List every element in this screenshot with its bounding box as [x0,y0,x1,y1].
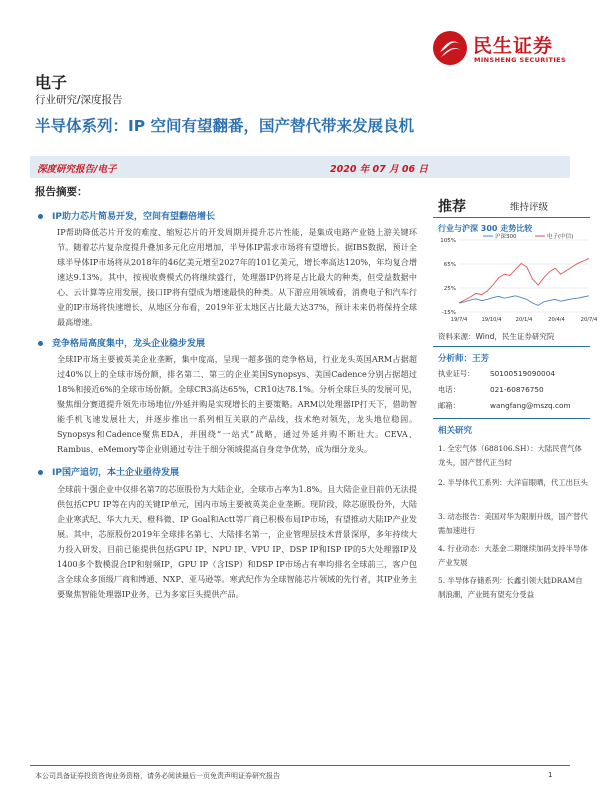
section-heading: IP助力芯片简易开发，空间有望翻倍增长 [52,212,215,222]
summary-heading: 报告摘要： [35,186,88,198]
chart-source: 资料来源：Wind，民生证券研究院 [438,332,555,341]
analyst-email-value[interactable]: wangfang@mszq.com [490,401,571,410]
section-bullet [38,214,43,219]
band-category: 深度研究报告/电子 [37,164,117,175]
chart-xtick-label: 19/10/4 [481,317,502,323]
trend-chart [433,232,598,330]
chart-xtick-label: 20/4/4 [548,317,565,323]
brand-name-en: MINSHENG SECURITIES [474,56,567,64]
chart-series-line [459,259,589,303]
analyst-cert-label: 执业证号： [438,369,475,378]
analyst-phone-label: 电话： [438,385,460,394]
section-body: 全球IP市场主要被英美企业垄断，集中度高，呈现一超多强的竞争格局，行业龙头英国ARM占据超过40%以上的全球市场份额，排名第二、第三的企业美国Synopsys、美国Cadence分别占据超过18%和接近6%的全球市场份额。全球CR3高达65%，CR10达78.1%。分析全球巨头的发展可见，聚焦细分赛道提升领先市场地位/外延并购是实现增长的主要策略。ARM以处理器IP打天下，借助智能手机飞速发展壮大，并逐步推出一系列相互关联的产品线，技术绝对领先，龙头地位稳固。Synopsys和Cadence聚焦EDA，并围绕“一站式”战略，通过外延并购不断壮大。CEVA、Rambus、eMemory等企业则通过专注于细分领域提高自身竞争优势，成为细分龙头。 [57,354,417,454]
report-type: 行业研究/深度报告 [35,94,123,106]
chart-series-line [459,296,589,306]
chart-title: 行业与沪深 300 走势比较 [438,224,533,233]
chart-ytick-label: 105% [440,238,456,244]
related-item[interactable]: 5. 半导体存储系列：长鑫引领大陆DRAM自制浪潮，产业链有望充分受益 [438,576,583,599]
rating: 维持评级 [510,202,549,213]
report-title: 半导体系列：IP 空间有望翻番，国产替代带来发展良机 [35,117,415,135]
analyst-heading: 分析师：王芳 [438,354,490,364]
chart-legend-label: 电子(中信) [547,234,574,240]
industry-label: 电子 [35,73,68,92]
footer-divider [30,765,570,766]
page-number: 1 [548,771,553,779]
chart-ytick-label: 25% [443,286,456,292]
divider [433,418,590,419]
recommendation: 推荐 [438,199,466,215]
related-item[interactable]: 4. 行业动态：大基金二期继续加码支持半导体产业发展 [438,544,588,567]
related-item[interactable]: 3. 动态报告：美国对华为限制升级，国产替代需加速进行 [438,512,588,535]
section-body: IP帮助降低芯片开发的难度、缩短芯片的开发周期并提升芯片性能，是集成电路产业链上游关键环节。随着芯片复杂度提升叠加多元化应用增加，半导体IP需求市场将有望增长。据IBS数据，预计全球半导体IP市场将从2018年的46亿美元增至2027年的101亿美元，增长率高达120%，年均复合增速达9.13%。其中，按视收费模式仍将继续盛行，处理器IP仍将是占比最大的种类，但受益数据中心、云计算等应用发展，接口IP将有望成为增速最快的种类。从下游应用领域看，消费电子和汽车行业的IP市场将快速增长，从地区分布看，2019年亚太地区占比最大达37%，预计未来仍将保持全球最高增速。 [57,227,417,327]
related-item[interactable]: 2. 半导体代工系列：大洋盲眼晒，代工出巨头 [438,478,588,487]
chart-ytick-label: -15% [441,310,456,316]
chart-legend-label: 沪深300 [495,234,517,240]
related-item[interactable]: 1. 全宏气体（688106.SH）：大陆民营气体龙头，国产替代正当时 [438,444,582,467]
section-body: 全球前十强企业中仅排名第7的芯原股份为大陆企业，全球市占率为1.8%。且大陆企业目前仍无法提供包括CPU IP等在内的关键IP单元，国内市场主要被英美企业垄断。现阶段，除芯原股份外，大陆企业寒武纪、华大九天、橙科微、IP Goal和Actt等厂商已积极布局IP市场，有望推动大陆IP产业发展。其中，芯原股份2019年全球排名第七、大陆排名第一，企业管理层技术背景深厚，多年持续大力投入研发，目前已能提供包括GPU IP、NPU IP、VPU IP、DSP IP和ISP IP的5大处理器IP及1400多个数模混合IP和射频IP，GPU IP（含ISP）和DSP IP市场占有率均排名全球前三，客户包含全球众多顶级厂商和博通、NXP、亚马逊等。寒武纪作为全球智能芯片领域的先行者，其IP业务主要聚焦智能处理器IP业务，已为多家巨头提供产品。 [57,484,417,599]
footer-disclaimer: 本公司具备证券投资咨询业务资格，请务必阅读最后一页免责声明证券研究报告 [35,772,280,780]
brand-name-cn: 民生证券 [473,35,554,57]
chart-ytick-label: 65% [443,262,456,268]
chart-xtick-label: 20/1/4 [515,317,533,323]
chart-xtick-label: 20/7/4 [580,317,598,323]
analyst-cert-value: S0100519090004 [490,369,555,378]
divider [433,217,590,218]
section-heading: IP国产追切，本土企业亟待发展 [52,468,179,478]
chart-xtick-label: 19/7/4 [450,317,468,323]
section-bullet [38,341,43,346]
divider [433,346,590,347]
section-bullet [38,470,43,475]
related-heading: 相关研究 [438,426,473,436]
analyst-phone-value: 021-60876750 [490,385,544,394]
minsheng-logo-icon [432,30,468,66]
report-date: 2020 年 07 月 06 日 [330,164,428,175]
section-heading: 竞争格局高度集中，龙头企业稳步发展 [52,339,206,349]
analyst-email-label: 邮箱： [438,401,460,410]
